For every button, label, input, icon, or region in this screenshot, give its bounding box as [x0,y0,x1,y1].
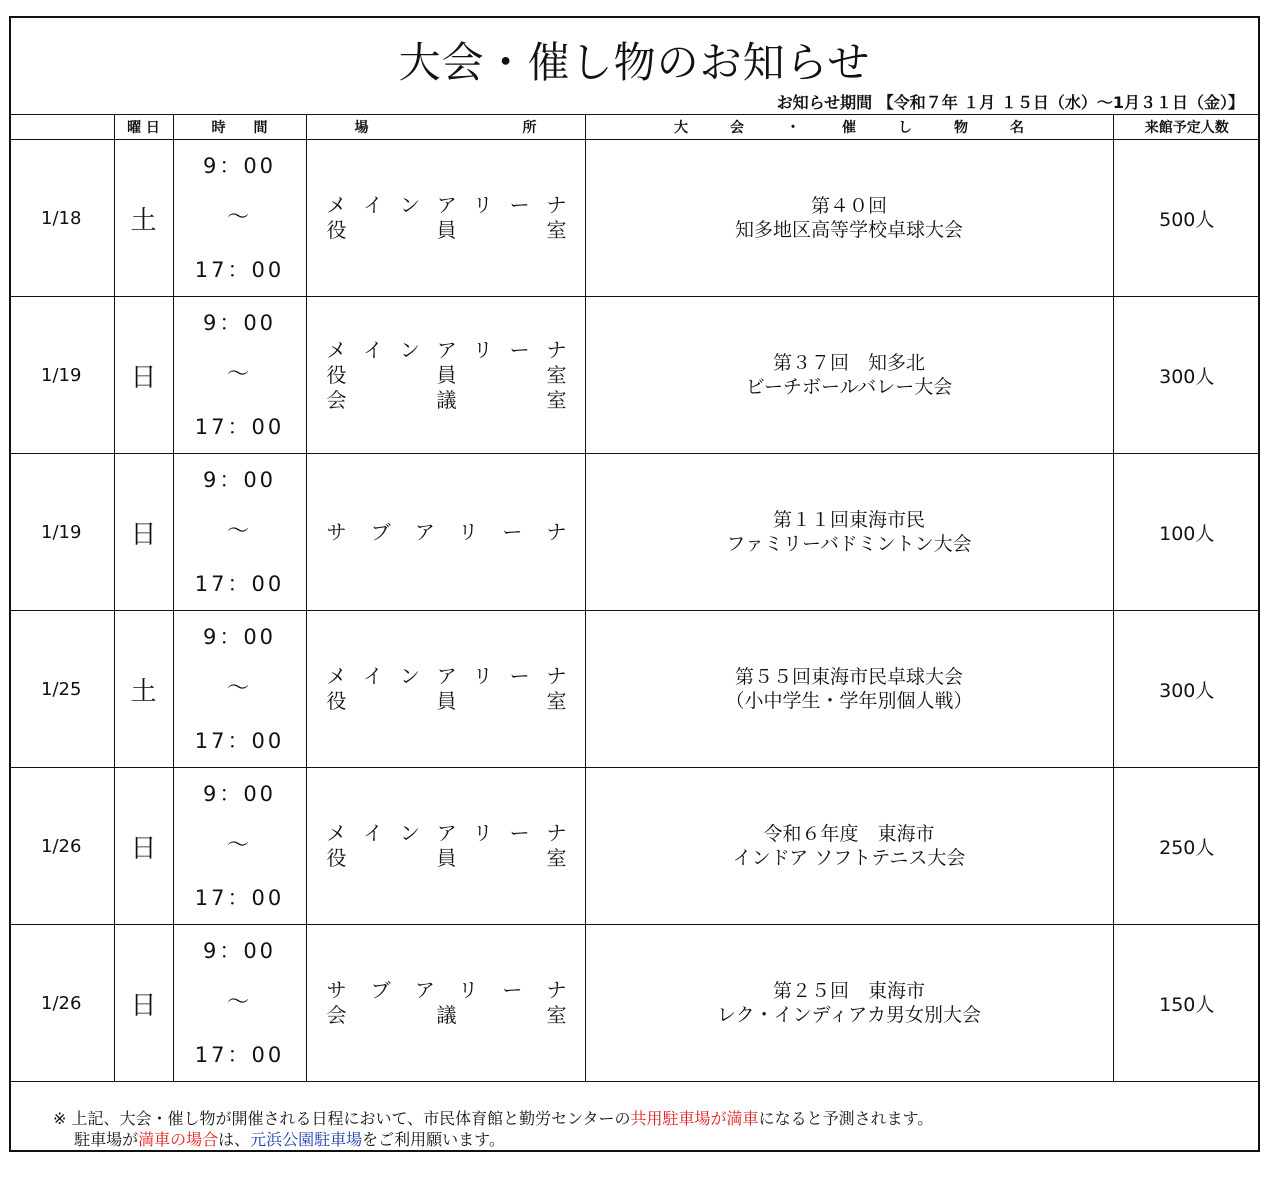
event-day-of-week: 日 [114,768,173,925]
place-name: 役員室 [326,362,567,387]
note-line-2 [53,1129,933,1150]
start-time: 9：00 [202,625,277,649]
event-name-line: ファミリーバドミントン大会 [726,533,972,555]
event-day-of-week: 日 [114,925,173,1082]
start-time: 9：00 [202,468,277,492]
event-time [173,297,306,454]
event-name-line: 令和６年度 東海市 [763,823,935,845]
page-title: 大会・催し物のお知らせ [398,38,871,87]
place-name: メインアリーナ [326,337,567,362]
event-date: 1/19 [9,297,114,454]
note-warning-text: 満車の場合 [138,1130,219,1149]
event-name-line: 第２５回 東海市 [772,980,925,1002]
time-range-separator: ～ [226,205,252,230]
time-range-separator: ～ [226,362,252,387]
event-name-line: 第３７回 知多北 [772,352,925,374]
header-row [9,115,1260,140]
note-warning-text: 共用駐車場が満車 [630,1109,759,1128]
event-day-of-week: 土 [114,140,173,297]
event-date: 1/19 [9,454,114,611]
event-title [585,611,1113,768]
time-range-separator: ～ [226,519,252,544]
event-name-line: 第１１回東海市民 [772,509,925,531]
place-name: 役員室 [326,846,567,870]
event-name-line: 知多地区高等学校卓球大会 [734,219,963,241]
end-time: 17：00 [194,1043,285,1067]
event-name-line: レク・インディアカ男女別大会 [717,1004,981,1026]
event-time [173,768,306,925]
event-date: 1/18 [9,140,114,297]
header-count: 来館予定人数 [1113,115,1260,140]
event-title [585,297,1113,454]
event-place [306,140,585,297]
end-time: 17：00 [194,415,285,439]
event-name-line: インドア ソフトテニス大会 [732,847,966,869]
start-time: 9：00 [202,782,277,806]
note-text: は、 [218,1130,251,1149]
table-row [9,611,1260,768]
notice-sheet [9,16,1260,1152]
event-name-line: 第４０回 [810,195,887,217]
place-name: メインアリーナ [326,821,567,845]
event-title [585,140,1113,297]
event-day-of-week: 日 [114,297,173,454]
event-time [173,611,306,768]
place-name: 会議室 [326,1003,567,1027]
note-text: 駐車場が [53,1130,139,1149]
place-name: 会議室 [326,387,567,412]
place-name: 役員室 [326,689,567,713]
event-name-line: 第５５回東海市民卓球大会 [734,666,963,688]
header-time: 時 間 [173,115,306,140]
event-date: 1/26 [9,925,114,1082]
table-row [9,925,1260,1082]
note-text: ※ 上記、大会・催し物が開催される日程において、市民体育館と勤労センターの [53,1109,631,1128]
header-dow: 曜 日 [114,115,173,140]
event-day-of-week: 日 [114,454,173,611]
time-range-separator: ～ [226,676,252,701]
expected-visitors: 300人 [1113,611,1260,768]
start-time: 9：00 [202,939,277,963]
expected-visitors: 250人 [1113,768,1260,925]
note-alt-parking-text: 元浜公園駐車場 [250,1130,363,1149]
event-place [306,611,585,768]
note-text: をご利用願います。 [362,1130,505,1149]
expected-visitors: 500人 [1113,140,1260,297]
place-name: サブアリーナ [326,978,567,1002]
table-row [9,768,1260,925]
place-name: メインアリーナ [326,193,567,217]
event-place [306,454,585,611]
start-time: 9：00 [202,311,277,335]
event-time [173,454,306,611]
event-time [173,140,306,297]
event-place [306,297,585,454]
note-line-1 [53,1108,933,1129]
end-time: 17：00 [194,572,285,596]
expected-visitors: 100人 [1113,454,1260,611]
place-name: メインアリーナ [326,664,567,688]
place-name: 役員室 [326,218,567,242]
event-title [585,925,1113,1082]
table-row [9,140,1260,297]
notice-period: お知らせ期間 【令和７年 １月 １５日（水）～1月３１日（金）】 [776,93,1244,112]
end-time: 17：00 [194,729,285,753]
place-name: サブアリーナ [326,519,567,544]
event-time [173,925,306,1082]
event-title [585,768,1113,925]
table-row [9,454,1260,611]
expected-visitors: 300人 [1113,297,1260,454]
parking-note [53,1108,933,1150]
time-range-separator: ～ [226,833,252,858]
event-date: 1/26 [9,768,114,925]
event-name-line: ビーチボールバレー大会 [745,376,953,398]
header-place: 場 所 [306,115,585,140]
end-time: 17：00 [194,258,285,282]
start-time: 9：00 [202,154,277,178]
expected-visitors: 150人 [1113,925,1260,1082]
event-date: 1/25 [9,611,114,768]
event-title [585,454,1113,611]
event-place [306,925,585,1082]
header-date [9,115,114,140]
note-text: になると予測されます。 [758,1109,934,1128]
event-place [306,768,585,925]
events-table [9,114,1260,1082]
event-name-line: （小中学生・学年別個人戦） [725,690,973,712]
event-day-of-week: 土 [114,611,173,768]
time-range-separator: ～ [226,990,252,1015]
table-row [9,297,1260,454]
header-event: 大 会 ・ 催 し 物 名 [585,115,1113,140]
end-time: 17：00 [194,886,285,910]
